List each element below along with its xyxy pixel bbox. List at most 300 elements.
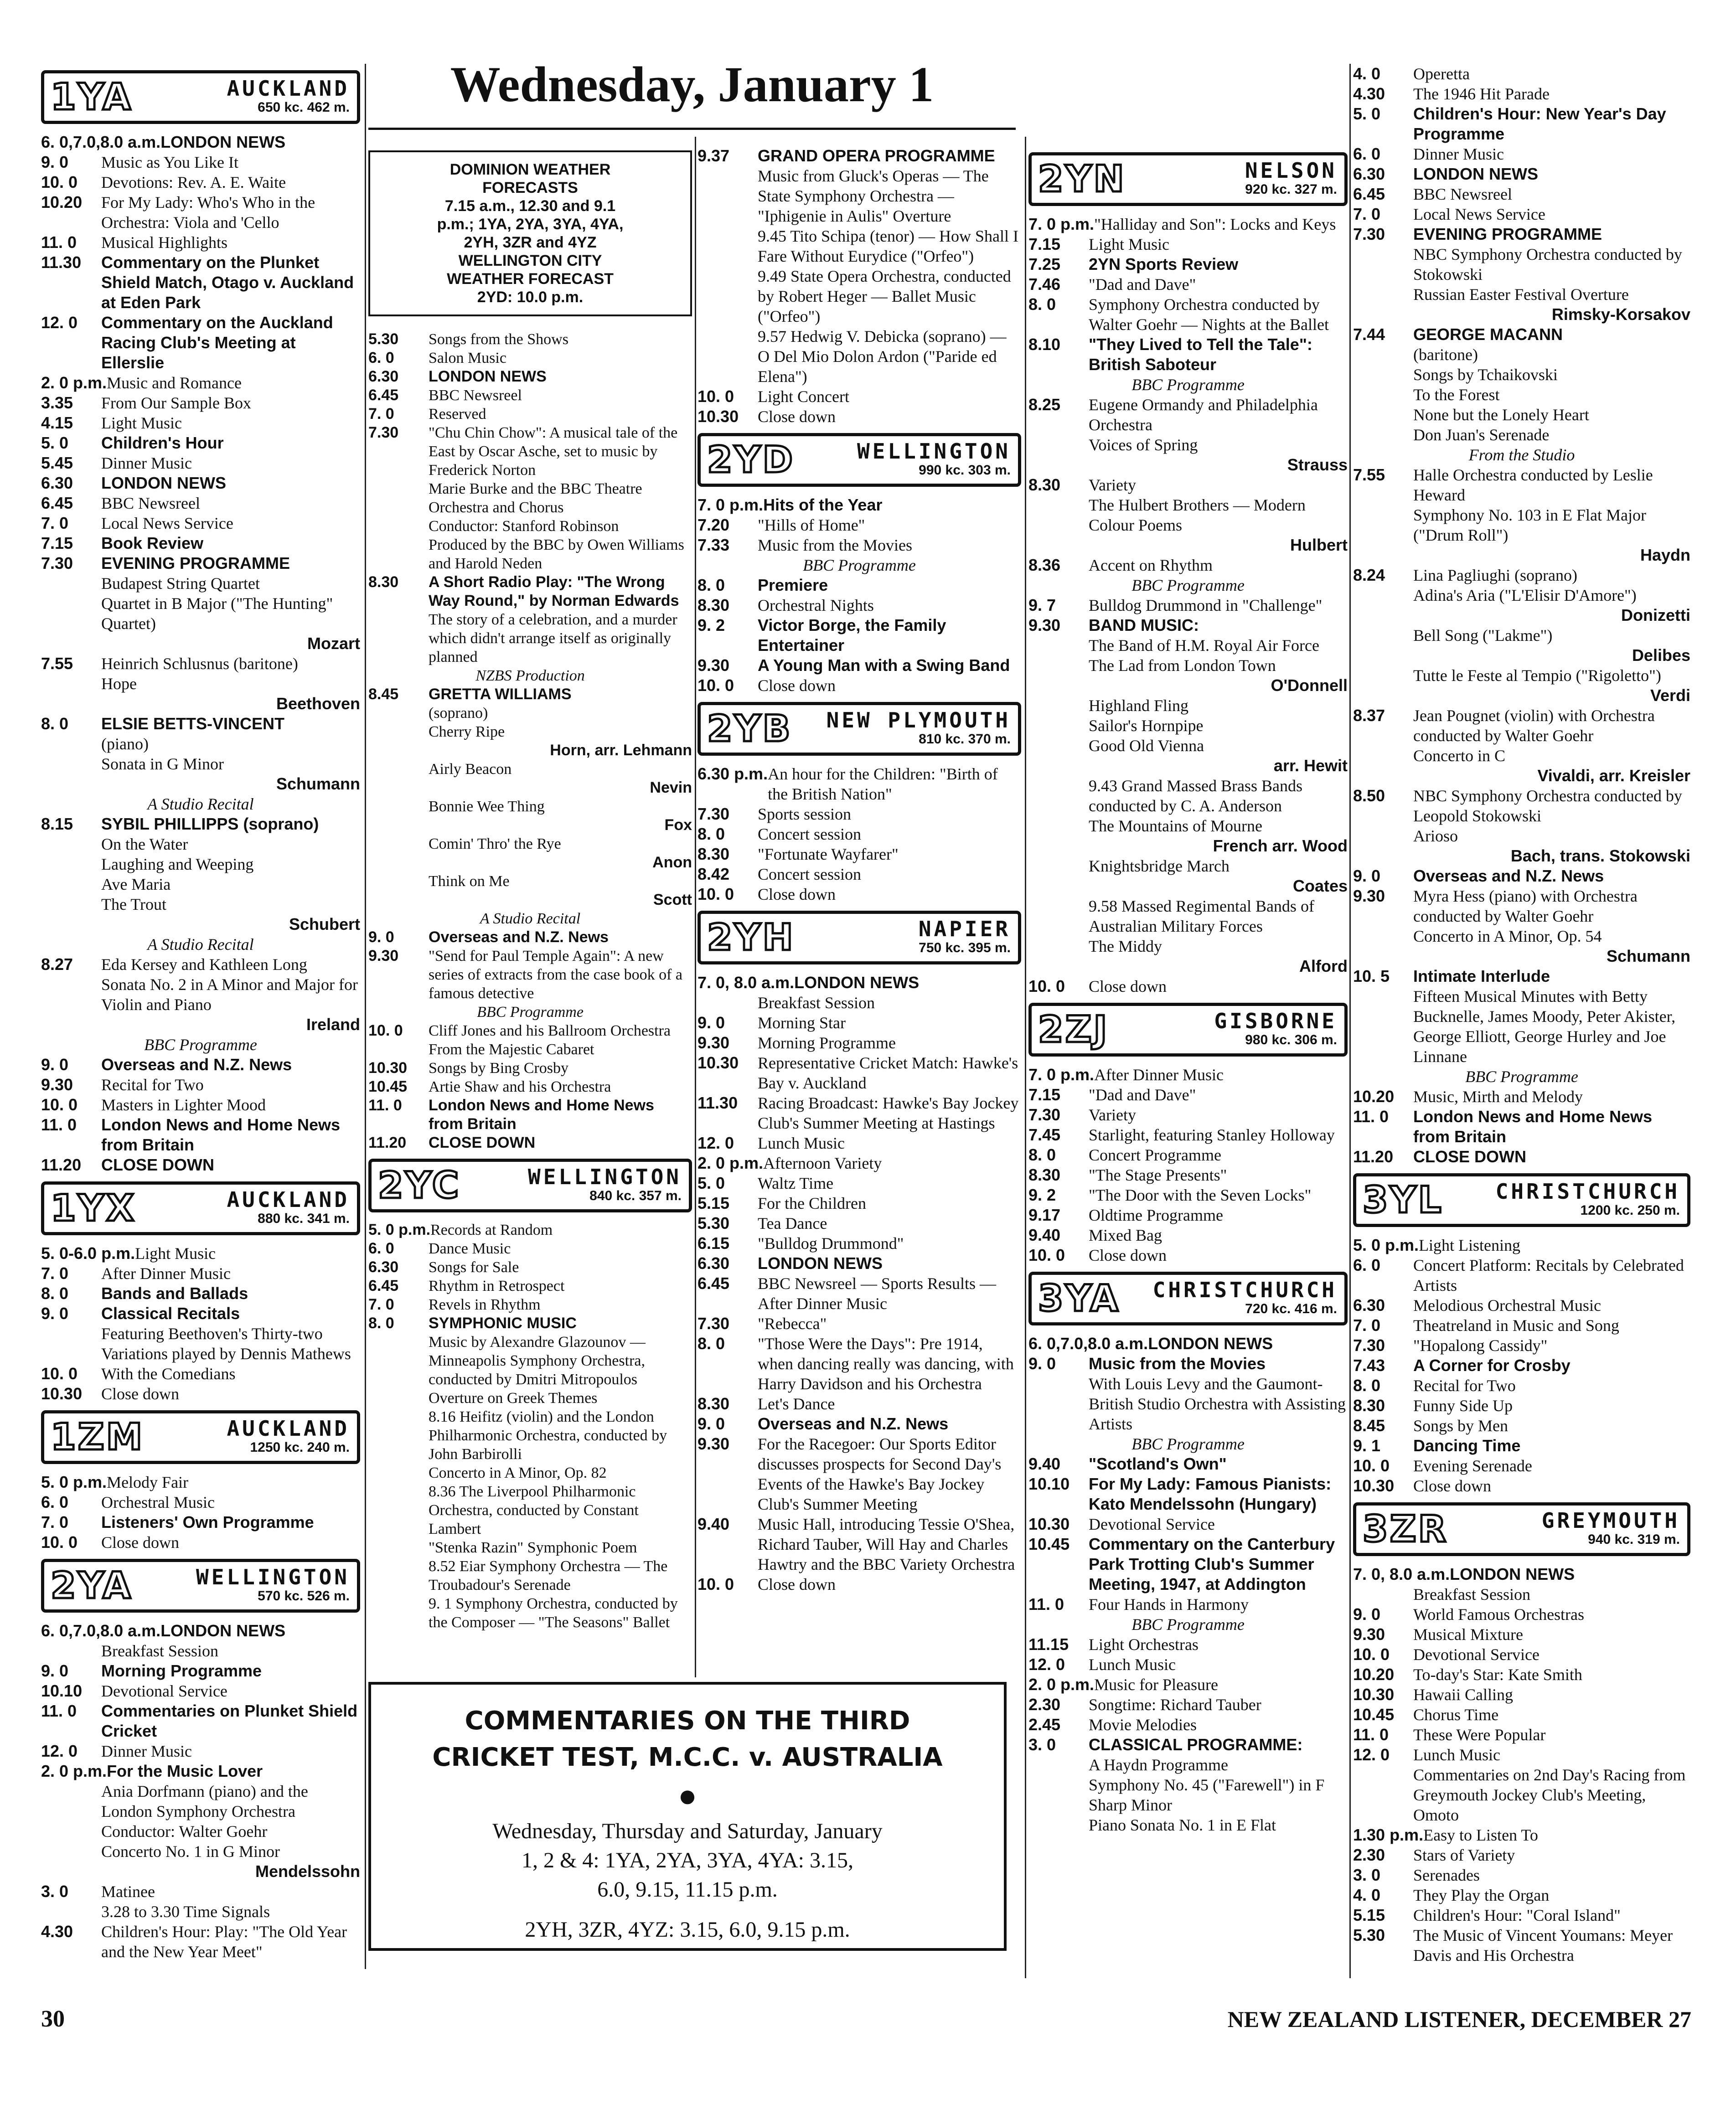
programme-entry bbox=[41, 1701, 360, 1741]
programme-title: Recital for Two bbox=[1413, 1377, 1516, 1395]
programme-time: 10. 0 bbox=[41, 1364, 78, 1383]
programme-title: Bands and Ballads bbox=[101, 1284, 248, 1303]
composer-credit: Haydn bbox=[1640, 546, 1690, 564]
programme-title: "The Door with the Seven Locks" bbox=[1089, 1186, 1312, 1204]
programme-time: 9. 0 bbox=[1028, 1354, 1056, 1373]
programme-title: Waltz Time bbox=[758, 1174, 834, 1192]
composer-credit: O'Donnell bbox=[1271, 676, 1348, 695]
programme-entry bbox=[1028, 555, 1348, 575]
programme-detail: Adina's Aria ("L'Elisir D'Amore") bbox=[1413, 586, 1637, 604]
programme-title: Close down bbox=[101, 1385, 179, 1403]
programme-entry bbox=[1028, 1125, 1348, 1145]
programme-time: 9.40 bbox=[1028, 1454, 1061, 1473]
station-frequency: 720 kc. 416 m. bbox=[1245, 1301, 1337, 1316]
programme-detail: Breakfast Session bbox=[101, 1642, 218, 1660]
programme-entry bbox=[368, 1021, 692, 1059]
programme-title: Music from the Movies bbox=[758, 536, 912, 554]
programme-entry bbox=[41, 1364, 360, 1384]
programme-entry bbox=[698, 495, 1021, 515]
programme-title: Morning Programme bbox=[758, 1034, 896, 1052]
programme-entry bbox=[1028, 1354, 1348, 1374]
page-number: 30 bbox=[41, 2006, 65, 2032]
programme-time: 7.46 bbox=[1028, 275, 1061, 294]
programme-entry bbox=[1028, 1594, 1348, 1614]
composer-credit: Verdi bbox=[1650, 686, 1690, 705]
programme-detail: Concerto No. 1 in G Minor bbox=[101, 1842, 280, 1861]
programme-entry bbox=[1353, 1147, 1690, 1167]
programme-entry bbox=[368, 1059, 692, 1078]
programme-time: 9.30 bbox=[1353, 887, 1385, 905]
programme-entry bbox=[1353, 886, 1690, 926]
programme-entry bbox=[698, 884, 1021, 904]
programme-time: 6. 0,7.0,8.0 a.m. bbox=[41, 133, 161, 151]
programme-title: Stars of Variety bbox=[1413, 1846, 1515, 1864]
programme-title: Book Review bbox=[101, 534, 204, 552]
programme-time: 2. 0 p.m. bbox=[1028, 1675, 1095, 1694]
programme-entry bbox=[698, 1274, 1021, 1314]
programme-note: A Studio Recital bbox=[480, 910, 581, 927]
station-frequency: 980 kc. 306 m. bbox=[1245, 1032, 1337, 1047]
programme-entry bbox=[368, 423, 692, 480]
programme-detail: Quartet in B Major ("The Hunting" Quartet) bbox=[101, 594, 333, 633]
programme-time: 10.45 bbox=[368, 1078, 408, 1095]
programme-entry bbox=[1028, 1065, 1348, 1085]
programme-time: 9. 0 bbox=[368, 928, 394, 946]
programme-title: Eugene Ormandy and Philadelphia Orchestra bbox=[1089, 396, 1318, 434]
programme-title: GRAND OPERA PROGRAMME bbox=[758, 146, 995, 165]
programme-title: Songs by Men bbox=[1413, 1417, 1509, 1435]
programme-entry bbox=[41, 533, 360, 553]
programme-entry bbox=[1028, 274, 1348, 294]
composer-credit: Delibes bbox=[1632, 646, 1690, 665]
programme-title: Dancing Time bbox=[1413, 1436, 1521, 1455]
programme-time: 6. 0,7.0,8.0 a.m. bbox=[41, 1621, 161, 1640]
station-city: NAPIER bbox=[918, 917, 1011, 941]
programme-detail: Ave Maria bbox=[101, 875, 171, 893]
programme-entry bbox=[41, 814, 360, 834]
programme-entry bbox=[1028, 1514, 1348, 1534]
programme-detail: 9. 1 Symphony Orchestra, conducted by the Composer — "The Seasons" Ballet bbox=[429, 1595, 678, 1631]
station-call-sign: 3YL bbox=[1363, 1179, 1443, 1221]
programme-note: BBC Programme bbox=[1132, 1435, 1245, 1453]
programme-entry bbox=[698, 1033, 1021, 1053]
programme-time: 6.45 bbox=[41, 494, 73, 512]
programme-time: 5. 0-6.0 p.m. bbox=[41, 1244, 135, 1263]
station-frequency: 570 kc. 526 m. bbox=[258, 1588, 350, 1604]
programme-detail: 3.28 to 3.30 Time Signals bbox=[101, 1903, 270, 1921]
programme-title: Theatreland in Music and Song bbox=[1413, 1316, 1619, 1335]
composer-credit: Schumann bbox=[1606, 947, 1690, 965]
programme-entry bbox=[41, 553, 360, 573]
programme-time: 4.15 bbox=[41, 413, 73, 432]
programme-entry bbox=[1028, 1085, 1348, 1105]
programme-detail: Bell Song ("Lakme") bbox=[1413, 626, 1553, 645]
programme-time: 9. 0 bbox=[41, 1055, 69, 1074]
programme-entry bbox=[1028, 1165, 1348, 1185]
composer-credit: Scott bbox=[653, 891, 692, 908]
programme-time: 7.20 bbox=[698, 516, 730, 534]
programme-detail: 9.49 State Opera Orchestra, conducted by Robert Heger — Ballet Music ("Orfeo") bbox=[758, 267, 1011, 325]
programme-time: 4.30 bbox=[1353, 84, 1385, 103]
composer-credit: Mendelssohn bbox=[255, 1862, 360, 1881]
programme-detail: Arioso bbox=[1413, 827, 1458, 845]
programme-title: Listeners' Own Programme bbox=[101, 1513, 314, 1531]
programme-time: 11. 0 bbox=[1028, 1595, 1064, 1614]
station-call-sign: 2YA bbox=[51, 1564, 133, 1607]
station-call-sign: 2YB bbox=[707, 707, 792, 750]
programme-detail: None but the Lonely Heart bbox=[1413, 406, 1589, 424]
programme-title: 2YN Sports Review bbox=[1089, 255, 1239, 273]
programme-title: A Young Man with a Swing Band bbox=[758, 656, 1010, 675]
programme-detail: To the Forest bbox=[1413, 386, 1500, 404]
station-header bbox=[41, 1410, 360, 1464]
programme-title: Reserved bbox=[429, 406, 486, 423]
programme-time: 10. 0 bbox=[698, 885, 734, 903]
programme-time: 2. 0 p.m. bbox=[41, 1762, 107, 1780]
programme-time: 7. 0 bbox=[1353, 205, 1381, 223]
programme-time: 9.30 bbox=[41, 1075, 73, 1094]
programme-title: Concert Programme bbox=[1089, 1146, 1221, 1164]
programme-entry bbox=[1353, 465, 1690, 505]
programme-time: 10.30 bbox=[698, 407, 739, 426]
station-city: NEW PLYMOUTH bbox=[826, 708, 1011, 732]
programme-title: SYBIL PHILLIPPS (soprano) bbox=[101, 815, 319, 833]
programme-detail: The Mountains of Mourne bbox=[1089, 817, 1262, 835]
programme-detail: Conductor: Walter Goehr bbox=[101, 1822, 268, 1841]
programme-entry bbox=[41, 1155, 360, 1175]
programme-time: 4. 0 bbox=[1353, 64, 1381, 83]
programme-title: Easy to Listen To bbox=[1423, 1826, 1538, 1844]
programme-entry bbox=[368, 928, 692, 947]
programme-entry bbox=[698, 515, 1021, 535]
programme-time: 9. 2 bbox=[1028, 1186, 1056, 1204]
programme-entry bbox=[1353, 1825, 1690, 1845]
programme-entry bbox=[1353, 1295, 1690, 1315]
programme-entry bbox=[368, 1221, 692, 1239]
notice-body: Wednesday, Thursday and Saturday, January bbox=[492, 1819, 883, 1843]
programme-title: Lina Pagliughi (soprano) bbox=[1413, 566, 1577, 584]
programme-time: 8.10 bbox=[1028, 335, 1061, 354]
programme-title: Evening Serenade bbox=[1413, 1457, 1532, 1475]
programme-detail: With Louis Levy and the Gaumont-British Studio Orchestra with Assisting Artists bbox=[1089, 1375, 1346, 1433]
programme-entry bbox=[1028, 214, 1348, 234]
programme-title: LONDON NEWS bbox=[758, 1254, 883, 1273]
programme-entry bbox=[41, 1621, 360, 1641]
programme-entry bbox=[368, 947, 692, 1003]
programme-detail: Cherry Ripe bbox=[429, 723, 505, 740]
programme-title: "Scotland's Own" bbox=[1089, 1454, 1227, 1473]
programme-note: BBC Programme bbox=[1132, 1615, 1245, 1634]
programme-time: 6.45 bbox=[368, 387, 399, 404]
programme-detail: Russian Easter Festival Overture bbox=[1413, 285, 1629, 304]
programme-entry bbox=[1353, 104, 1690, 144]
programme-time: 7. 0, 8.0 a.m. bbox=[1353, 1565, 1450, 1583]
programme-title: Close down bbox=[1089, 977, 1167, 995]
programme-title: CLOSE DOWN bbox=[101, 1155, 214, 1174]
column-3 bbox=[698, 146, 1021, 1594]
programme-entry bbox=[41, 1681, 360, 1701]
programme-time: 8. 0 bbox=[41, 714, 69, 733]
programme-title: BBC Newsreel bbox=[1413, 185, 1512, 203]
programme-note: BBC Programme bbox=[144, 1036, 257, 1054]
programme-entry bbox=[41, 172, 360, 192]
station-call-sign: 2ZJ bbox=[1038, 1008, 1109, 1051]
programme-entry bbox=[368, 1295, 692, 1314]
programme-detail: The Band of H.M. Royal Air Force bbox=[1089, 636, 1319, 655]
programme-entry bbox=[1028, 1334, 1348, 1354]
programme-title: Children's Hour: Play: "The Old Year and the New Year Meet" bbox=[101, 1923, 347, 1961]
programme-title: Revels in Rhythm bbox=[429, 1296, 541, 1313]
programme-entry bbox=[1353, 1456, 1690, 1476]
station-call-sign: 2YH bbox=[707, 916, 795, 959]
programme-title: Light Music bbox=[101, 414, 182, 432]
programme-time: 8.45 bbox=[1353, 1416, 1385, 1435]
programme-time: 5. 0 p.m. bbox=[368, 1221, 431, 1238]
programme-entry bbox=[368, 386, 692, 405]
programme-entry bbox=[1353, 144, 1690, 164]
programme-entry bbox=[41, 232, 360, 253]
programme-entry bbox=[1353, 1665, 1690, 1685]
programme-time: 7.15 bbox=[1028, 1085, 1061, 1104]
programme-title: Jean Pougnet (violin) with Orchestra conducted by Walter Goehr bbox=[1413, 706, 1655, 745]
programme-entry bbox=[1028, 1715, 1348, 1735]
programme-detail: (baritone) bbox=[1413, 345, 1478, 364]
composer-credit: Rimsky-Korsakov bbox=[1551, 305, 1690, 324]
programme-entry bbox=[41, 393, 360, 413]
programme-entry bbox=[1028, 395, 1348, 435]
programme-time: 2. 0 p.m. bbox=[41, 373, 107, 392]
programme-entry bbox=[368, 1096, 692, 1134]
programme-title: ELSIE BETTS-VINCENT bbox=[101, 714, 285, 733]
programme-entry bbox=[368, 685, 692, 704]
programme-title: EVENING PROGRAMME bbox=[101, 554, 290, 572]
programme-title: Rhythm in Retrospect bbox=[429, 1278, 565, 1294]
programme-title: Children's Hour: "Coral Island" bbox=[1413, 1906, 1621, 1924]
programme-time: 10.30 bbox=[41, 1384, 83, 1403]
station-header bbox=[1353, 1502, 1690, 1556]
programme-entry bbox=[41, 1095, 360, 1115]
programme-time: 9. 0 bbox=[41, 153, 69, 171]
programme-time: 7.30 bbox=[698, 1314, 730, 1333]
programme-title: Let's Dance bbox=[758, 1395, 835, 1413]
programme-title: "The Stage Presents" bbox=[1089, 1166, 1227, 1184]
programme-entry bbox=[368, 1239, 692, 1258]
programme-entry bbox=[41, 1512, 360, 1532]
programme-entry bbox=[698, 1013, 1021, 1033]
programme-entry bbox=[41, 453, 360, 473]
programme-detail: Airly Beacon bbox=[429, 761, 512, 778]
programme-detail: Commentaries on 2nd Day's Racing from Greymouth Jockey Club's Meeting, Omoto bbox=[1413, 1766, 1686, 1824]
programme-title: London News and Home News from Britain bbox=[101, 1115, 341, 1154]
programme-time: 9. 0 bbox=[1353, 866, 1381, 885]
station-city: CHRISTCHURCH bbox=[1495, 1179, 1680, 1204]
programme-entry bbox=[1028, 1225, 1348, 1245]
programme-time: 8. 0 bbox=[698, 1334, 725, 1353]
programme-time: 7.30 bbox=[698, 804, 730, 823]
programme-note: A Studio Recital bbox=[147, 935, 254, 954]
programme-title: Lunch Music bbox=[1413, 1746, 1500, 1764]
programme-entry bbox=[1028, 595, 1348, 615]
programme-time: 10.10 bbox=[41, 1681, 83, 1700]
programme-title: LONDON NEWS bbox=[160, 133, 286, 151]
programme-time: 8. 0 bbox=[1028, 295, 1056, 314]
programme-title: LONDON NEWS bbox=[160, 1621, 286, 1640]
programme-time: 9. 0 bbox=[41, 1304, 69, 1323]
composer-credit: Beethoven bbox=[276, 694, 360, 713]
programme-time: 6.45 bbox=[368, 1277, 399, 1294]
programme-entry bbox=[1353, 64, 1690, 84]
programme-title: Lunch Music bbox=[758, 1134, 845, 1152]
programme-time: 10.10 bbox=[1028, 1475, 1070, 1493]
programme-time: 9. 0 bbox=[41, 1661, 69, 1680]
programme-note: From the Studio bbox=[1468, 446, 1575, 464]
programme-time: 6.45 bbox=[1353, 185, 1385, 203]
programme-title: Four Hands in Harmony bbox=[1089, 1595, 1249, 1614]
programme-time: 10.20 bbox=[1353, 1087, 1395, 1106]
programme-entry bbox=[1353, 224, 1690, 244]
weather-line: 7.15 a.m., 12.30 and 9.1 bbox=[444, 197, 616, 215]
programme-title: Mixed Bag bbox=[1089, 1226, 1162, 1244]
programme-time: 7.55 bbox=[41, 654, 73, 673]
station-city: GREYMOUTH bbox=[1541, 1508, 1680, 1533]
programme-time: 11.30 bbox=[41, 253, 82, 272]
weather-line: WELLINGTON CITY bbox=[458, 252, 602, 269]
programme-time: 6.15 bbox=[698, 1234, 730, 1253]
programme-entry bbox=[1353, 1087, 1690, 1107]
programme-time: 10. 0 bbox=[698, 676, 734, 695]
programme-title: For the Music Lover bbox=[107, 1762, 263, 1780]
programme-time: 8.30 bbox=[1028, 475, 1061, 494]
cricket-commentary-notice bbox=[368, 1682, 1007, 1951]
programme-entry bbox=[41, 1532, 360, 1552]
programme-detail: Don Juan's Serenade bbox=[1413, 426, 1550, 444]
programme-time: 9.30 bbox=[1353, 1625, 1385, 1644]
programme-title: "Bulldog Drummond" bbox=[758, 1234, 904, 1253]
programme-entry bbox=[368, 1277, 692, 1295]
programme-entry bbox=[368, 405, 692, 423]
programme-entry bbox=[41, 1472, 360, 1492]
programme-entry bbox=[1028, 1474, 1348, 1514]
programme-time: 11.30 bbox=[698, 1093, 738, 1112]
programme-title: Afternoon Variety bbox=[763, 1154, 882, 1172]
programme-detail: Music by Alexandre Glazounov — Minneapolis Symphony Orchestra, conducted by Dmitri Mitropoulos bbox=[429, 1334, 646, 1388]
programme-entry bbox=[1028, 1634, 1348, 1655]
programme-entry bbox=[1353, 866, 1690, 886]
programme-title: Classical Recitals bbox=[101, 1304, 240, 1323]
composer-credit: Ireland bbox=[306, 1015, 360, 1034]
programme-time: 5.15 bbox=[698, 1194, 730, 1212]
programme-time: 6.30 bbox=[368, 1258, 399, 1276]
programme-title: Music for Pleasure bbox=[1094, 1676, 1218, 1694]
programme-title: Close down bbox=[101, 1533, 179, 1552]
programme-time: 7.44 bbox=[1353, 325, 1385, 344]
programme-title: Songs for Sale bbox=[429, 1259, 519, 1276]
programme-title: LONDON NEWS bbox=[1148, 1334, 1273, 1353]
programme-time: 10.45 bbox=[1353, 1705, 1395, 1724]
programme-entry bbox=[698, 1434, 1021, 1514]
composer-credit: Horn, arr. Lehmann bbox=[550, 742, 692, 759]
programme-title: "They Lived to Tell the Tale": British Saboteur bbox=[1089, 335, 1312, 374]
programme-entry bbox=[1028, 1185, 1348, 1205]
programme-detail: The Lad from London Town bbox=[1089, 656, 1276, 675]
programme-entry bbox=[698, 387, 1021, 407]
programme-title: Cliff Jones and his Ballroom Orchestra From the Majestic Cabaret bbox=[429, 1022, 671, 1058]
programme-time: 12. 0 bbox=[1028, 1655, 1065, 1674]
programme-title: Light Listening bbox=[1419, 1236, 1521, 1254]
composer-credit: Vivaldi, arr. Kreisler bbox=[1537, 766, 1690, 785]
programme-time: 7. 0 bbox=[1353, 1316, 1381, 1335]
programme-time: 6.30 bbox=[1353, 165, 1385, 183]
composer-credit: Schubert bbox=[289, 915, 360, 933]
programme-detail: 9.45 Tito Schipa (tenor) — How Shall I Fare Without Eurydice ("Orfeo") bbox=[758, 227, 1018, 265]
programme-title: They Play the Organ bbox=[1413, 1886, 1550, 1904]
programme-time: 8.42 bbox=[698, 865, 730, 883]
programme-time: 9.30 bbox=[698, 1033, 730, 1052]
programme-detail: Breakfast Session bbox=[1413, 1585, 1530, 1604]
programme-entry bbox=[1353, 1107, 1690, 1147]
programme-time: 2. 0 p.m. bbox=[698, 1154, 764, 1172]
programme-entry bbox=[41, 1115, 360, 1155]
programme-time: 10. 0 bbox=[1028, 1246, 1065, 1264]
programme-entry bbox=[368, 1134, 692, 1152]
programme-title: After Dinner Music bbox=[101, 1264, 231, 1283]
programme-entry bbox=[698, 1253, 1021, 1274]
programme-title: Local News Service bbox=[1413, 205, 1545, 223]
programme-title: For My Lady: Famous Pianists: Kato Mendelssohn (Hungary) bbox=[1089, 1475, 1332, 1513]
programme-time: 8. 0 bbox=[368, 1315, 394, 1332]
station-city: AUCKLAND bbox=[227, 1416, 350, 1441]
programme-title: Accent on Rhythm bbox=[1089, 556, 1213, 574]
programme-title: Operetta bbox=[1413, 65, 1470, 83]
programme-time: 10.20 bbox=[41, 193, 83, 211]
composer-credit: Fox bbox=[664, 816, 692, 834]
programme-title: Commentary on the Auckland Racing Club's Meeting at Ellerslie bbox=[101, 313, 333, 372]
programme-title: NBC Symphony Orchestra conducted by Leopold Stokowski bbox=[1413, 787, 1682, 825]
programme-entry bbox=[1353, 786, 1690, 826]
programme-entry bbox=[1353, 565, 1690, 585]
programme-note: BBC Programme bbox=[1132, 576, 1245, 594]
programme-title: Songs by Bing Crosby bbox=[429, 1060, 568, 1077]
programme-entry bbox=[698, 804, 1021, 824]
programme-title: BBC Newsreel bbox=[429, 387, 522, 404]
programme-time: 2.30 bbox=[1028, 1695, 1061, 1714]
programme-time: 8.30 bbox=[1028, 1165, 1061, 1184]
station-call-sign: 2YN bbox=[1038, 158, 1126, 200]
programme-title: Morning Programme bbox=[101, 1661, 262, 1680]
programme-detail: Laughing and Weeping bbox=[101, 855, 254, 873]
weather-line: FORECASTS bbox=[482, 179, 578, 196]
station-city: AUCKLAND bbox=[227, 76, 350, 101]
programme-entry bbox=[41, 714, 360, 734]
programme-title: Melody Fair bbox=[107, 1473, 189, 1491]
programme-title: Devotional Service bbox=[1089, 1515, 1215, 1533]
programme-entry bbox=[698, 844, 1021, 864]
station-city: WELLINGTON bbox=[196, 1565, 350, 1589]
notice-heading: COMMENTARIES ON THE THIRD bbox=[465, 1706, 910, 1736]
programme-note: BBC Programme bbox=[1132, 376, 1245, 394]
programme-entry bbox=[1028, 1534, 1348, 1594]
programme-note: A Studio Recital bbox=[147, 795, 254, 813]
programme-time: 7. 0 p.m. bbox=[1028, 1065, 1095, 1084]
programme-entry bbox=[1028, 1695, 1348, 1715]
programme-entry bbox=[41, 513, 360, 533]
programme-title: Devotional Service bbox=[101, 1682, 227, 1700]
programme-title: Musical Mixture bbox=[1413, 1625, 1523, 1644]
programme-time: 5.45 bbox=[41, 454, 73, 472]
station-city: GISBORNE bbox=[1214, 1009, 1337, 1033]
programme-time: 9. 1 bbox=[1353, 1436, 1381, 1455]
composer-credit: Mozart bbox=[307, 634, 360, 653]
